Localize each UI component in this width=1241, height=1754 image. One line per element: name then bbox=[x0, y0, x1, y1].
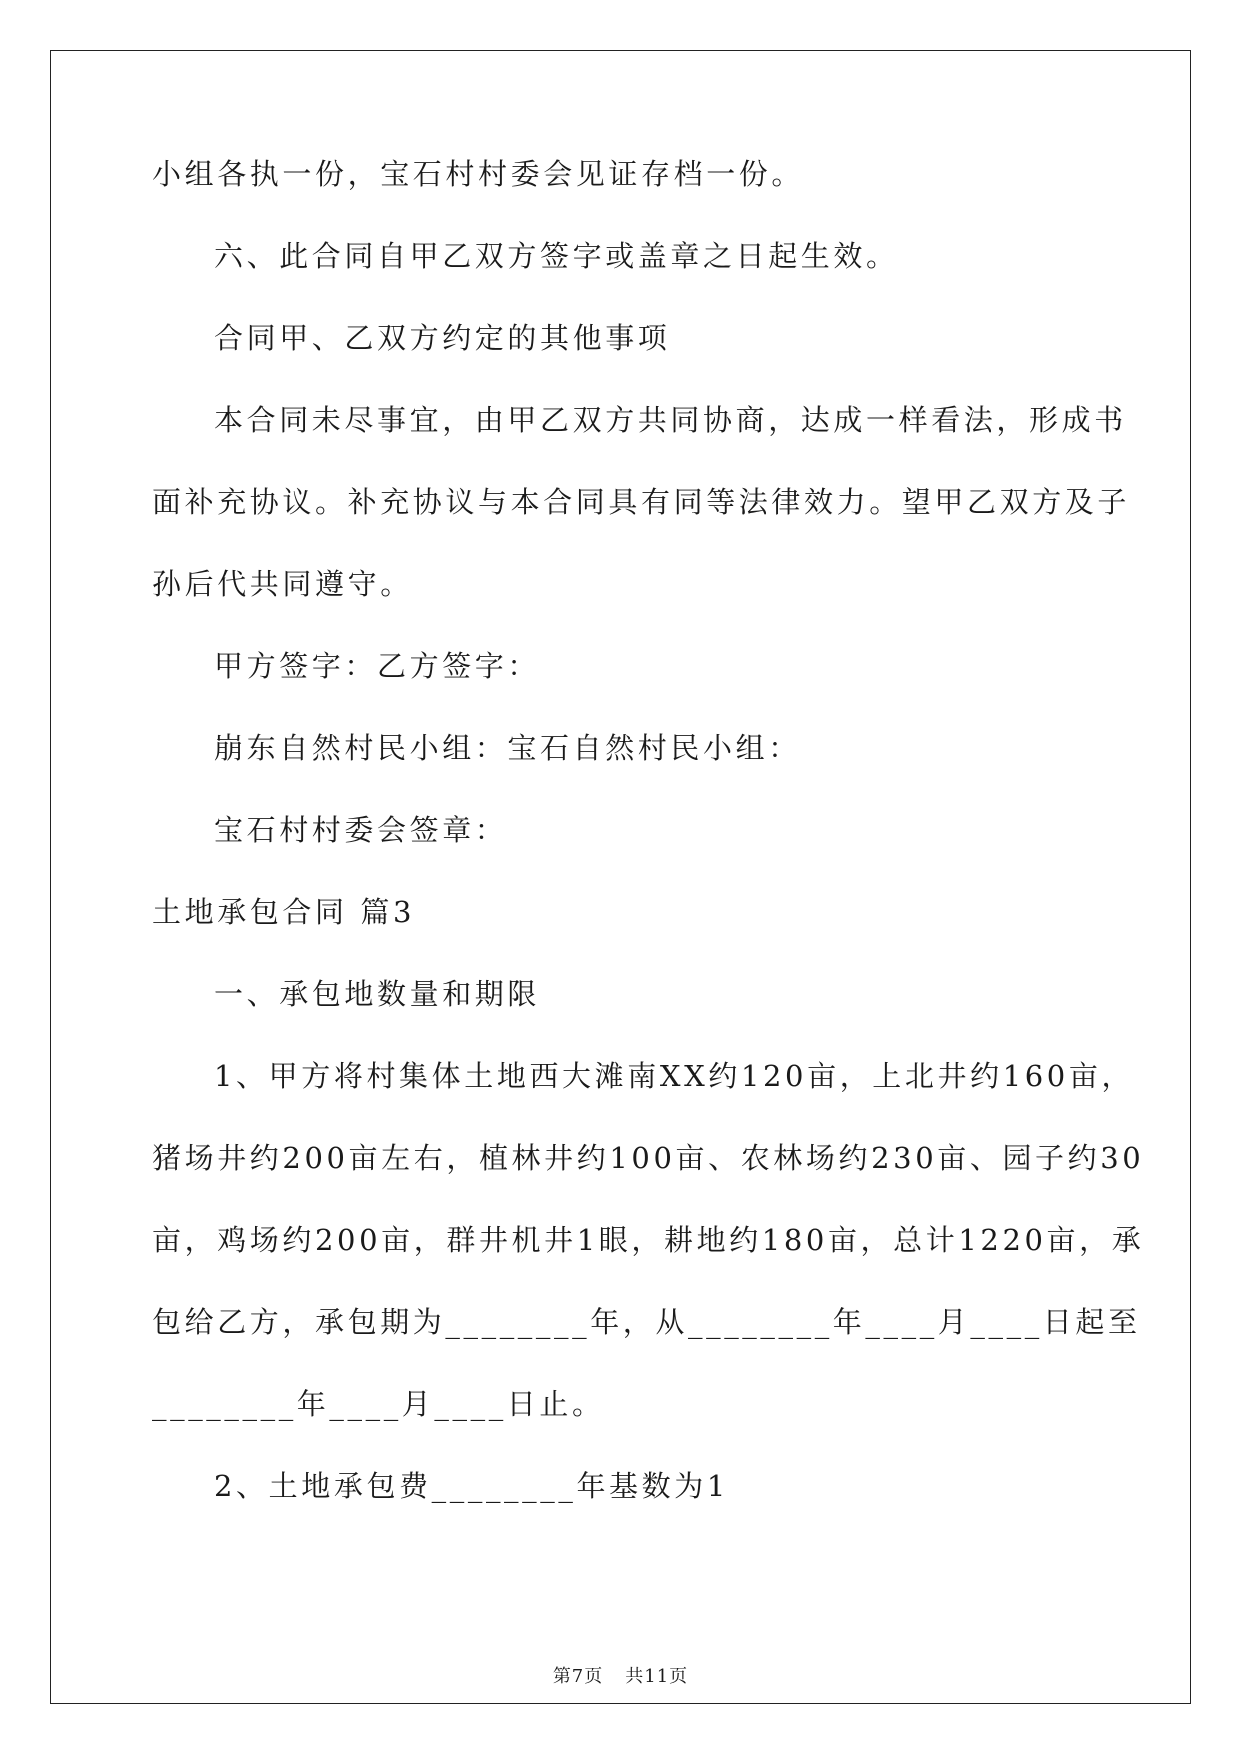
page-total: 共11页 bbox=[625, 1666, 689, 1687]
text-line: 崩东自然村民小组：宝石自然村民小组： bbox=[214, 731, 801, 765]
page-number: 第7页 bbox=[552, 1666, 604, 1687]
text-line: 土地承包合同 篇3 bbox=[152, 895, 416, 929]
section-title bbox=[152, 871, 1092, 953]
paragraph-supplement bbox=[152, 379, 1131, 625]
paragraph-copies bbox=[152, 133, 1092, 215]
text-line: 2、土地承包费________年基数为1 bbox=[214, 1469, 729, 1503]
text-line: 合同甲、乙双方约定的其他事项 bbox=[214, 321, 671, 355]
text-line: 亩，鸡场约200亩，群井机井1眼，耕地约180亩，总计1220亩，承 bbox=[152, 1223, 1145, 1257]
paragraph-quantity-heading bbox=[152, 953, 1092, 1035]
text-line: 面补充协议。补充协议与本合同具有同等法律效力。望甲乙双方及子 bbox=[152, 485, 1131, 519]
text-line: 本合同未尽事宜，由甲乙双方共同协商，达成一样看法，形成书 bbox=[214, 403, 1127, 437]
paragraph-groups bbox=[152, 707, 1092, 789]
text-line: 孙后代共同遵守。 bbox=[152, 567, 413, 601]
paragraph-fee bbox=[152, 1445, 1092, 1527]
text-line: 甲方签字：乙方签字： bbox=[214, 649, 541, 683]
text-line: 一、承包地数量和期限 bbox=[214, 977, 541, 1011]
text-line: 猪场井约200亩左右，植林井约100亩、农林场约230亩、园子约30 bbox=[152, 1141, 1145, 1175]
text-line: 小组各执一份，宝石村村委会见证存档一份。 bbox=[152, 157, 805, 191]
paragraph-seal bbox=[152, 789, 1092, 871]
paragraph-signatures bbox=[152, 625, 1092, 707]
text-line: 包给乙方，承包期为________年，从________年____月____日起至 bbox=[152, 1305, 1141, 1339]
text-line: ________年____月____日止。 bbox=[152, 1387, 605, 1421]
paragraph-land-list bbox=[152, 1035, 1145, 1445]
paragraph-other-matters-heading bbox=[152, 297, 1092, 379]
text-line: 1、甲方将村集体土地西大滩南XX约120亩，上北井约160亩， bbox=[214, 1059, 1135, 1093]
paragraph-effective bbox=[152, 215, 1092, 297]
text-line: 宝石村村委会签章： bbox=[214, 813, 508, 847]
page-footer bbox=[0, 1665, 1241, 1689]
text-line: 六、此合同自甲乙双方签字或盖章之日起生效。 bbox=[214, 239, 899, 273]
